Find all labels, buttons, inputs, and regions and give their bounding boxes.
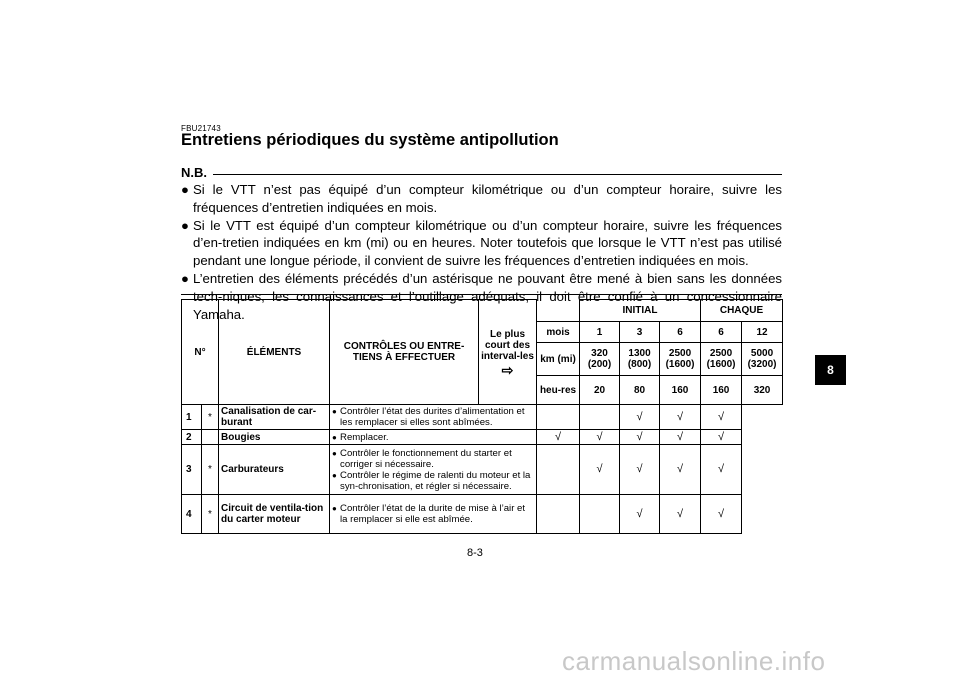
hours-value: 80 (620, 376, 660, 405)
check-cell (580, 405, 620, 430)
bullet-dot-icon: ● (332, 432, 337, 442)
row-asterisk (202, 430, 219, 445)
check-cell: √ (620, 445, 660, 495)
row-controls (330, 405, 537, 430)
month-value: 6 (701, 322, 742, 343)
month-value: 12 (742, 322, 783, 343)
check-cell (537, 445, 580, 495)
hours-value: 160 (701, 376, 742, 405)
header-no: N° (182, 300, 219, 405)
check-cell (537, 405, 580, 430)
header-months-label: mois (537, 322, 580, 343)
row-asterisk: * (202, 495, 219, 534)
check-cell (580, 495, 620, 534)
check-cell: √ (701, 430, 742, 445)
header-km-label: km (mi) (537, 343, 580, 376)
check-cell: √ (660, 445, 701, 495)
check-cell: √ (620, 405, 660, 430)
note-bullet-text: Si le VTT n’est pas équipé d’un compteur kilométrique ou d’un compteur horaire, suivre les fréquences d’entretien indiquées en mois. (193, 182, 782, 215)
watermark: carmanualsonline.info (562, 646, 826, 676)
control-item (332, 470, 534, 492)
arrow-right-icon: ⇨ (501, 361, 514, 378)
header-controls: CONTRÔLES OU ENTRE-TIENS À EFFECTUER (330, 300, 479, 405)
month-value: 3 (620, 322, 660, 343)
chapter-tab: 8 (815, 355, 846, 385)
control-text: Contrôler l’état des durites d’alimentation et les remplacer si elles sont abîmées. (340, 406, 525, 428)
km-value: 5000 (3200) (742, 343, 783, 376)
maintenance-table (181, 299, 783, 534)
row-number: 1 (182, 405, 202, 430)
check-cell: √ (660, 405, 701, 430)
km-value: 320 (200) (580, 343, 620, 376)
row-number: 4 (182, 495, 202, 534)
note-bullet-text: Si le VTT est équipé d’un compteur kilométrique ou d’un compteur horaire, suivre les fréquences d’en-tretien indiquées en km (mi) ou en heures. Noter toutefois que lorsque le VTT n’est pas utilisé pendant une longue période, il convient de suivre les fréquences d’entretien indiquées en mois. (193, 217, 782, 269)
check-cell (537, 495, 580, 534)
note-bullet (181, 217, 782, 270)
control-text: Contrôler le fonctionnement du starter et corriger si nécessaire. (340, 447, 512, 470)
month-value: 6 (660, 322, 701, 343)
note-end-rule (181, 294, 782, 295)
header-blank (537, 300, 580, 322)
bullet-dot-icon: ● (181, 217, 189, 233)
bullet-dot-icon: ● (181, 270, 189, 286)
page-title: Entretiens périodiques du système antipollution (181, 131, 559, 149)
control-item (332, 448, 534, 470)
km-value: 2500 (1600) (701, 343, 742, 376)
header-every: CHAQUE (701, 300, 783, 322)
check-cell: √ (660, 495, 701, 534)
hours-value: 160 (660, 376, 701, 405)
note-bullet (181, 181, 782, 217)
note-rule (181, 174, 782, 175)
bullet-dot-icon: ● (332, 448, 337, 458)
bullet-dot-icon: ● (332, 407, 337, 416)
note-bullet-text: L’entretien des éléments précédés d’un astérisque ne pouvant être mené à bien sans les données tech-niques, les connaissances et l’outillage adéquats, il doit être confié à un concessionnaire Yamaha. (193, 270, 782, 322)
check-cell: √ (701, 405, 742, 430)
row-asterisk: * (202, 405, 219, 430)
check-cell: √ (620, 495, 660, 534)
row-element: Bougies (219, 430, 330, 445)
check-cell: √ (580, 445, 620, 495)
control-item (332, 432, 534, 443)
hours-value: 20 (580, 376, 620, 405)
header-initial: INITIAL (580, 300, 701, 322)
header-shortest-interval-label: Le plus court des interval-les (481, 328, 534, 362)
row-controls (330, 445, 537, 495)
row-controls (330, 495, 537, 534)
row-controls (330, 430, 537, 445)
control-item (332, 503, 534, 525)
row-number: 2 (182, 430, 202, 445)
note-header (181, 165, 782, 181)
control-text: Remplacer. (340, 431, 389, 443)
month-value: 1 (580, 322, 620, 343)
bullet-dot-icon: ● (332, 470, 337, 480)
table-row (182, 430, 783, 445)
row-asterisk: * (202, 445, 219, 495)
check-cell: √ (580, 430, 620, 445)
control-text: Contrôler le régime de ralenti du moteur et la syn-chronisation, et régler si nécessaire. (340, 469, 531, 492)
check-cell: √ (701, 495, 742, 534)
document-code: FBU21743 (181, 124, 221, 133)
header-elements: ÉLÉMENTS (219, 300, 330, 405)
table-row (182, 495, 783, 534)
note-label: N.B. (181, 165, 213, 180)
page-number: 8-3 (467, 547, 483, 559)
table-row (182, 405, 783, 430)
header-shortest-interval (479, 300, 537, 405)
bullet-dot-icon: ● (332, 504, 337, 513)
bullet-dot-icon: ● (181, 182, 189, 197)
table-row (182, 445, 783, 495)
row-element: Circuit de ventila-tion du carter moteur (219, 495, 330, 534)
check-cell: √ (537, 430, 580, 445)
row-number: 3 (182, 445, 202, 495)
control-item (332, 406, 534, 428)
check-cell: √ (660, 430, 701, 445)
hours-value: 320 (742, 376, 783, 405)
row-element: Carburateurs (219, 445, 330, 495)
km-value: 1300 (800) (620, 343, 660, 376)
row-element: Canalisation de car-burant (219, 405, 330, 430)
km-value: 2500 (1600) (660, 343, 701, 376)
check-cell: √ (701, 445, 742, 495)
check-cell: √ (620, 430, 660, 445)
header-hours-label: heu-res (537, 376, 580, 405)
control-text: Contrôler l’état de la durite de mise à l’air et la remplacer si elle est abîmée. (340, 503, 526, 525)
